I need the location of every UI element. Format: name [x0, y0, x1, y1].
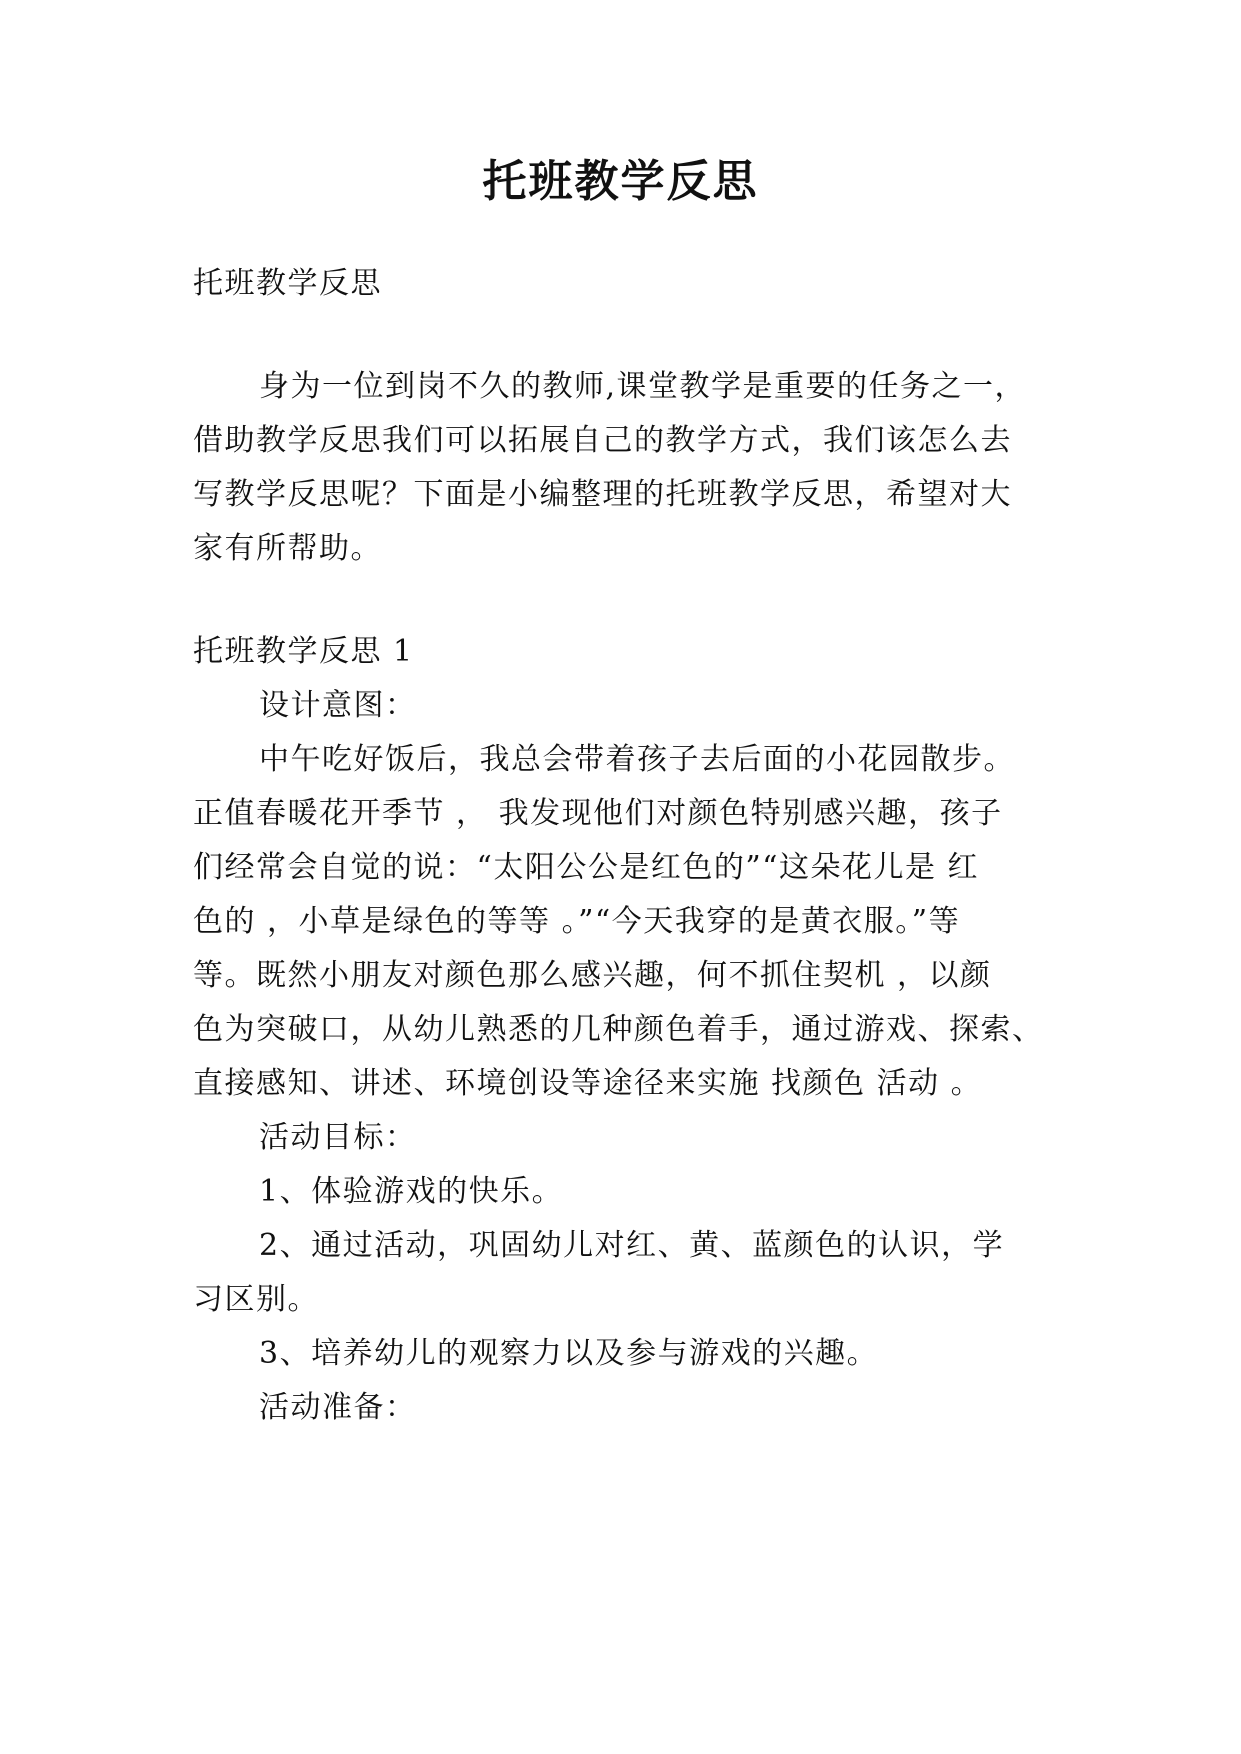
section-heading: 托班教学反思 1 — [193, 634, 414, 669]
intro-line-2: 借助教学反思我们可以拓展自己的教学方式，我们该怎么去 — [193, 423, 1012, 458]
design-line-4: 色的 ，小草是绿色的等等 。”“今天我穿的是黄衣服。”等 — [193, 904, 961, 939]
intro-line-3: 写教学反思呢？下面是小编整理的托班教学反思，希望对大 — [193, 477, 1012, 512]
intro-line-1: 身为一位到岗不久的教师,课堂教学是重要的任务之一， — [259, 369, 1027, 404]
design-line-5: 等。既然小朋友对颜色那么感兴趣，何不抓住契机 ，以颜 — [193, 958, 992, 993]
design-line-2: 正值春暖花开季节 ， 我发现他们对颜色特别感兴趣，孩子 — [193, 796, 1003, 831]
goal-1: 1、体验游戏的快乐。 — [259, 1174, 564, 1209]
goal-label: 活动目标： — [259, 1120, 417, 1155]
document-title: 托班教学反思 — [482, 156, 759, 207]
design-label: 设计意图： — [259, 688, 417, 723]
design-line-1: 中午吃好饭后，我总会带着孩子去后面的小花园散步。 — [259, 742, 1015, 777]
design-line-7: 直接感知、讲述、环境创设等途径来实施 找颜色 活动 。 — [193, 1066, 983, 1101]
intro-line-4: 家有所帮助。 — [193, 531, 382, 566]
goal-3: 3、培养幼儿的观察力以及参与游戏的兴趣。 — [259, 1336, 879, 1371]
design-line-3: 们经常会自觉的说：“太阳公公是红色的”“这朵花儿是 红 — [193, 850, 980, 885]
design-line-6: 色为突破口，从幼儿熟悉的几种颜色着手，通过游戏、探索、 — [193, 1012, 1044, 1047]
document-subtitle: 托班教学反思 — [193, 266, 382, 301]
goal-2-line-2: 习区别。 — [193, 1282, 319, 1317]
prep-label: 活动准备： — [259, 1390, 417, 1425]
goal-2-line-1: 2、通过活动，巩固幼儿对红、黄、蓝颜色的认识，学 — [259, 1228, 1005, 1263]
